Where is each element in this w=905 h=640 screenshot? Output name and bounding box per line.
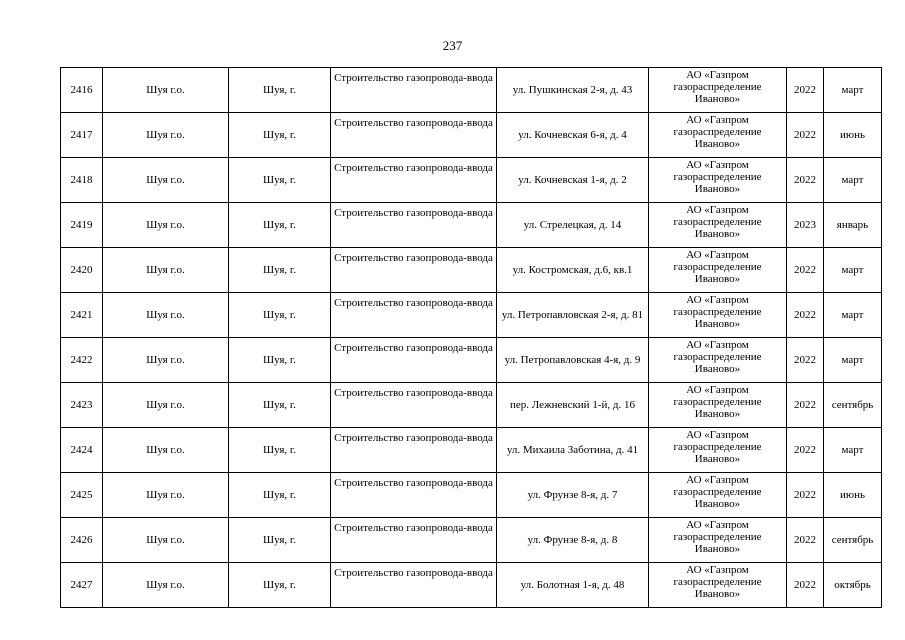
- table-row: [61, 293, 882, 338]
- cell-year: 2022: [787, 338, 824, 383]
- cell-address: ул. Михаила Заботина, д. 41: [497, 428, 649, 473]
- cell-organization: АО «Газпром газораспределение Иваново»: [649, 113, 787, 158]
- cell-locality: Шуя, г.: [229, 563, 331, 608]
- cell-district: Шуя г.о.: [103, 158, 229, 203]
- gas-pipeline-schedule-table: [60, 67, 882, 608]
- cell-organization: АО «Газпром газораспределение Иваново»: [649, 518, 787, 563]
- cell-number: 2419: [61, 203, 103, 248]
- cell-work-type: Строительство газопровода-ввода: [331, 248, 497, 293]
- cell-district: Шуя г.о.: [103, 68, 229, 113]
- cell-month: октябрь: [824, 563, 882, 608]
- cell-district: Шуя г.о.: [103, 248, 229, 293]
- cell-year: 2022: [787, 248, 824, 293]
- cell-year: 2022: [787, 383, 824, 428]
- cell-organization: АО «Газпром газораспределение Иваново»: [649, 248, 787, 293]
- cell-year: 2022: [787, 293, 824, 338]
- cell-locality: Шуя, г.: [229, 293, 331, 338]
- cell-number: 2427: [61, 563, 103, 608]
- table-row: [61, 113, 882, 158]
- cell-organization: АО «Газпром газораспределение Иваново»: [649, 158, 787, 203]
- cell-number: 2416: [61, 68, 103, 113]
- cell-district: Шуя г.о.: [103, 338, 229, 383]
- cell-work-type: Строительство газопровода-ввода: [331, 203, 497, 248]
- cell-organization: АО «Газпром газораспределение Иваново»: [649, 383, 787, 428]
- table-row: [61, 473, 882, 518]
- table-row: [61, 68, 882, 113]
- cell-organization: АО «Газпром газораспределение Иваново»: [649, 428, 787, 473]
- cell-year: 2022: [787, 68, 824, 113]
- cell-district: Шуя г.о.: [103, 113, 229, 158]
- cell-month: июнь: [824, 473, 882, 518]
- page-number: 237: [442, 38, 463, 53]
- cell-number: 2418: [61, 158, 103, 203]
- cell-locality: Шуя, г.: [229, 518, 331, 563]
- cell-number: 2421: [61, 293, 103, 338]
- cell-address: ул. Фрунзе 8-я, д. 8: [497, 518, 649, 563]
- cell-district: Шуя г.о.: [103, 563, 229, 608]
- cell-district: Шуя г.о.: [103, 473, 229, 518]
- cell-address: ул. Кочневская 1-я, д. 2: [497, 158, 649, 203]
- cell-work-type: Строительство газопровода-ввода: [331, 518, 497, 563]
- table-row: [61, 338, 882, 383]
- cell-work-type: Строительство газопровода-ввода: [331, 383, 497, 428]
- cell-organization: АО «Газпром газораспределение Иваново»: [649, 338, 787, 383]
- cell-number: 2424: [61, 428, 103, 473]
- cell-year: 2022: [787, 428, 824, 473]
- cell-district: Шуя г.о.: [103, 293, 229, 338]
- cell-locality: Шуя, г.: [229, 203, 331, 248]
- cell-month: март: [824, 338, 882, 383]
- table-row: [61, 563, 882, 608]
- cell-organization: АО «Газпром газораспределение Иваново»: [649, 203, 787, 248]
- cell-locality: Шуя, г.: [229, 473, 331, 518]
- cell-address: ул. Петропавловская 2-я, д. 81: [497, 293, 649, 338]
- cell-address: ул. Пушкинская 2-я, д. 43: [497, 68, 649, 113]
- table-body: [61, 68, 882, 608]
- cell-number: 2417: [61, 113, 103, 158]
- cell-address: ул. Фрунзе 8-я, д. 7: [497, 473, 649, 518]
- cell-month: март: [824, 68, 882, 113]
- cell-locality: Шуя, г.: [229, 248, 331, 293]
- cell-year: 2022: [787, 473, 824, 518]
- cell-month: сентябрь: [824, 383, 882, 428]
- cell-year: 2022: [787, 158, 824, 203]
- cell-organization: АО «Газпром газораспределение Иваново»: [649, 473, 787, 518]
- cell-district: Шуя г.о.: [103, 428, 229, 473]
- table-row: [61, 518, 882, 563]
- cell-work-type: Строительство газопровода-ввода: [331, 563, 497, 608]
- cell-locality: Шуя, г.: [229, 338, 331, 383]
- cell-month: март: [824, 428, 882, 473]
- cell-locality: Шуя, г.: [229, 68, 331, 113]
- cell-month: март: [824, 248, 882, 293]
- cell-locality: Шуя, г.: [229, 158, 331, 203]
- cell-address: ул. Стрелецкая, д. 14: [497, 203, 649, 248]
- cell-year: 2023: [787, 203, 824, 248]
- cell-month: март: [824, 293, 882, 338]
- cell-month: июнь: [824, 113, 882, 158]
- cell-locality: Шуя, г.: [229, 113, 331, 158]
- table-row: [61, 203, 882, 248]
- cell-month: сентябрь: [824, 518, 882, 563]
- cell-organization: АО «Газпром газораспределение Иваново»: [649, 563, 787, 608]
- cell-organization: АО «Газпром газораспределение Иваново»: [649, 68, 787, 113]
- table-row: [61, 158, 882, 203]
- table-row: [61, 428, 882, 473]
- table-row: [61, 248, 882, 293]
- cell-locality: Шуя, г.: [229, 428, 331, 473]
- cell-work-type: Строительство газопровода-ввода: [331, 293, 497, 338]
- cell-work-type: Строительство газопровода-ввода: [331, 428, 497, 473]
- cell-number: 2426: [61, 518, 103, 563]
- cell-month: март: [824, 158, 882, 203]
- cell-work-type: Строительство газопровода-ввода: [331, 113, 497, 158]
- cell-number: 2423: [61, 383, 103, 428]
- cell-number: 2422: [61, 338, 103, 383]
- cell-organization: АО «Газпром газораспределение Иваново»: [649, 293, 787, 338]
- cell-work-type: Строительство газопровода-ввода: [331, 473, 497, 518]
- cell-address: ул. Кочневская 6-я, д. 4: [497, 113, 649, 158]
- cell-number: 2425: [61, 473, 103, 518]
- cell-locality: Шуя, г.: [229, 383, 331, 428]
- cell-district: Шуя г.о.: [103, 383, 229, 428]
- cell-address: ул. Петропавловская 4-я, д. 9: [497, 338, 649, 383]
- cell-address: пер. Лежневский 1-й, д. 16: [497, 383, 649, 428]
- cell-work-type: Строительство газопровода-ввода: [331, 158, 497, 203]
- table-row: [61, 383, 882, 428]
- cell-address: ул. Костромская, д.6, кв.1: [497, 248, 649, 293]
- cell-district: Шуя г.о.: [103, 203, 229, 248]
- cell-address: ул. Болотная 1-я, д. 48: [497, 563, 649, 608]
- cell-work-type: Строительство газопровода-ввода: [331, 68, 497, 113]
- cell-district: Шуя г.о.: [103, 518, 229, 563]
- cell-month: январь: [824, 203, 882, 248]
- cell-year: 2022: [787, 518, 824, 563]
- cell-number: 2420: [61, 248, 103, 293]
- cell-year: 2022: [787, 563, 824, 608]
- cell-year: 2022: [787, 113, 824, 158]
- cell-work-type: Строительство газопровода-ввода: [331, 338, 497, 383]
